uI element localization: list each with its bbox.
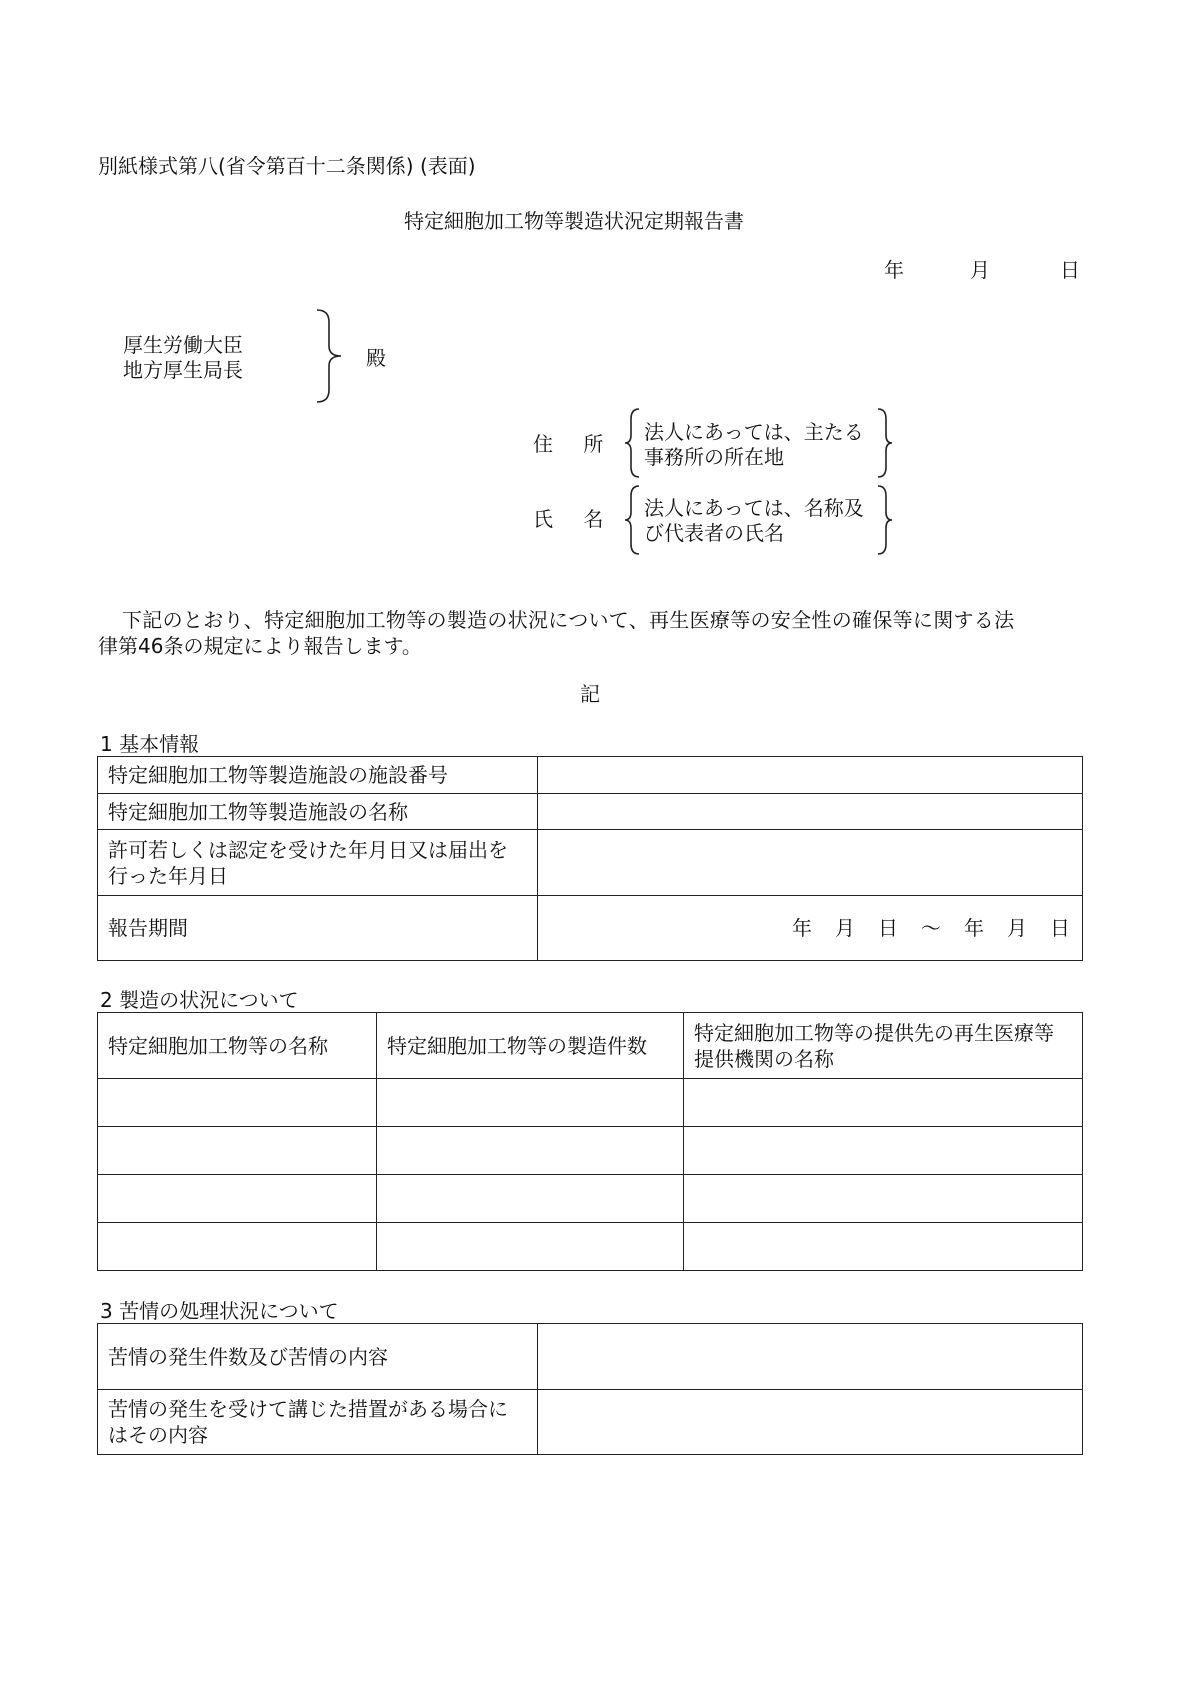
addressee-brace-icon — [315, 308, 345, 404]
name-note-line1: 法人にあっては、名称及 — [644, 496, 864, 520]
approval-date-label: 許可若しくは認定を受けた年月日又は届出を行った年月日 — [98, 830, 538, 896]
report-period-field[interactable] — [538, 896, 1083, 961]
body-text-line2: 律第46条の規定により報告します。 — [98, 634, 422, 658]
header-manufacture-count: 特定細胞加工物等の製造件数 — [377, 1013, 684, 1079]
product-name-cell[interactable] — [98, 1175, 377, 1223]
header-product-name: 特定細胞加工物等の名称 — [98, 1013, 377, 1079]
provider-institution-cell[interactable] — [684, 1223, 1083, 1271]
period-end-month: 月 — [1007, 916, 1027, 940]
honorific: 殿 — [366, 346, 386, 370]
address-left-brace-icon — [623, 407, 641, 479]
complaint-count-field[interactable] — [538, 1324, 1083, 1390]
name-right-brace-icon — [876, 484, 894, 556]
date-month-label: 月 — [970, 258, 990, 282]
name-label: 氏 名 — [533, 507, 616, 531]
period-end-year: 年 — [964, 916, 984, 940]
addressee-minister: 厚生労働大臣 — [123, 333, 243, 357]
product-name-cell[interactable] — [98, 1127, 377, 1175]
period-end-day: 日 — [1050, 916, 1070, 940]
table-row — [98, 757, 1083, 794]
approval-date-field[interactable] — [538, 830, 1083, 896]
manufacture-count-cell[interactable] — [377, 1175, 684, 1223]
product-name-cell[interactable] — [98, 1079, 377, 1127]
manufacture-count-cell[interactable] — [377, 1127, 684, 1175]
address-right-brace-icon — [876, 407, 894, 479]
date-year-label: 年 — [884, 258, 904, 282]
manufacturing-status-table — [97, 1012, 1083, 1271]
date-day-label: 日 — [1060, 258, 1080, 282]
table-row — [98, 1324, 1083, 1390]
section3-heading: 3 苦情の処理状況について — [100, 1299, 339, 1323]
addressee-bureau-chief: 地方厚生局長 — [123, 358, 243, 382]
table-row — [98, 830, 1083, 896]
body-text-line1: 下記のとおり、特定細胞加工物等の製造の状況について、再生医療等の安全性の確保等に関する法 — [122, 608, 1015, 632]
section1-heading: 1 基本情報 — [100, 732, 200, 756]
address-label: 住 所 — [533, 432, 616, 456]
period-start-month: 月 — [835, 916, 855, 940]
table-row — [98, 896, 1083, 961]
table-row — [98, 1223, 1083, 1271]
period-start-day: 日 — [878, 916, 898, 940]
facility-number-label: 特定細胞加工物等製造施設の施設番号 — [98, 757, 538, 794]
section2-heading: 2 製造の状況について — [100, 988, 299, 1012]
facility-name-field[interactable] — [538, 794, 1083, 830]
provider-institution-cell[interactable] — [684, 1175, 1083, 1223]
facility-name-label: 特定細胞加工物等製造施設の名称 — [98, 794, 538, 830]
complaints-table — [97, 1323, 1083, 1455]
facility-number-field[interactable] — [538, 757, 1083, 794]
period-tilde: 〜 — [921, 916, 941, 940]
name-note-line2: び代表者の氏名 — [644, 521, 784, 545]
manufacture-count-cell[interactable] — [377, 1079, 684, 1127]
table-row — [98, 1390, 1083, 1455]
table-row — [98, 1175, 1083, 1223]
manufacture-count-cell[interactable] — [377, 1223, 684, 1271]
provider-institution-cell[interactable] — [684, 1127, 1083, 1175]
complaint-count-label: 苦情の発生件数及び苦情の内容 — [98, 1324, 538, 1390]
table-row — [98, 1127, 1083, 1175]
ki-heading: 記 — [580, 682, 600, 706]
period-start-year: 年 — [792, 916, 812, 940]
product-name-cell[interactable] — [98, 1223, 377, 1271]
table-row — [98, 794, 1083, 830]
name-left-brace-icon — [623, 484, 641, 556]
form-number: 別紙様式第八(省令第百十二条関係) (表面) — [98, 154, 476, 178]
table-row — [98, 1079, 1083, 1127]
address-note-line2: 事務所の所在地 — [644, 445, 784, 469]
table-header-row — [98, 1013, 1083, 1079]
basic-info-table — [97, 756, 1083, 961]
page-title: 特定細胞加工物等製造状況定期報告書 — [404, 209, 744, 233]
complaint-measures-field[interactable] — [538, 1390, 1083, 1455]
report-period-label: 報告期間 — [98, 896, 538, 961]
report-period-range — [548, 915, 1072, 941]
provider-institution-cell[interactable] — [684, 1079, 1083, 1127]
complaint-measures-label: 苦情の発生を受けて講じた措置がある場合にはその内容 — [98, 1390, 538, 1455]
header-provider-institution: 特定細胞加工物等の提供先の再生医療等提供機関の名称 — [684, 1013, 1083, 1079]
address-note-line1: 法人にあっては、主たる — [644, 420, 864, 444]
